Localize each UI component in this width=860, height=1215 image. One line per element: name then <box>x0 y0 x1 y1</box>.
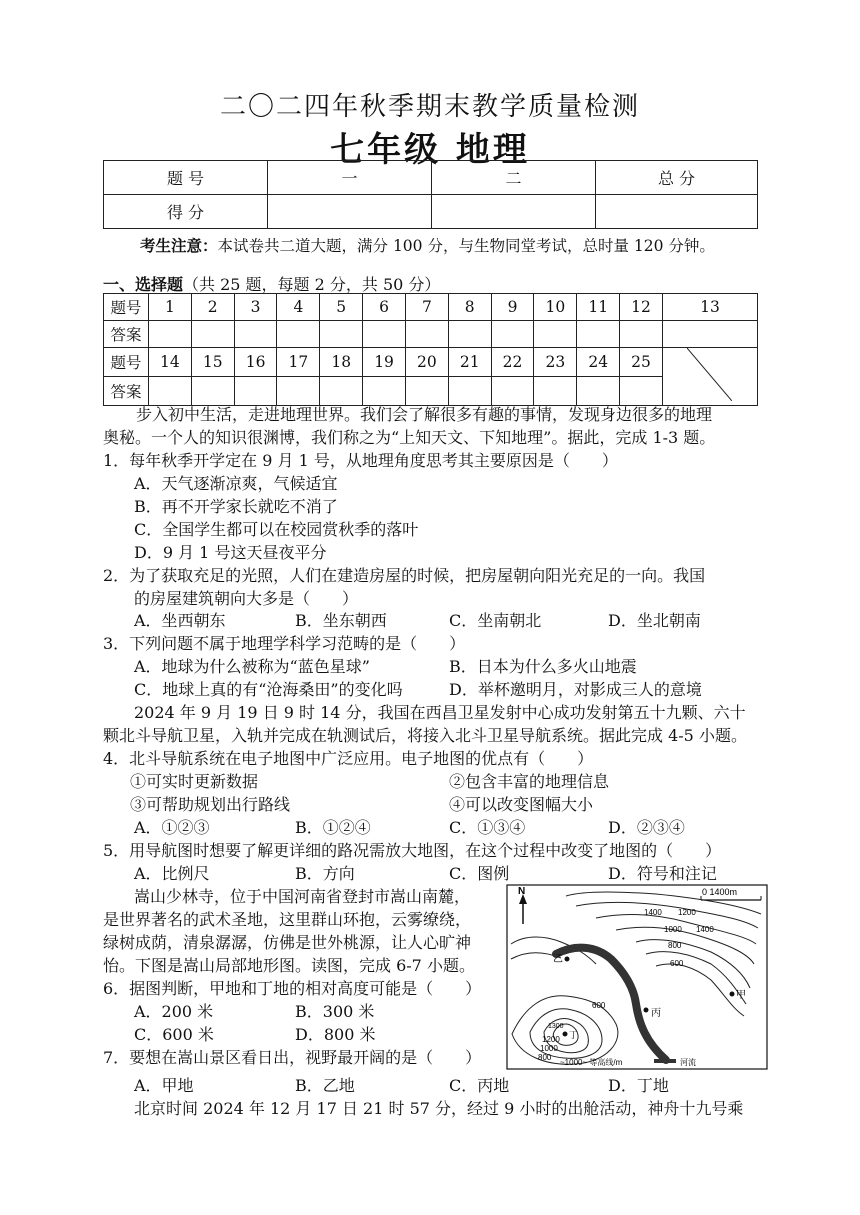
contour-label: 1200 <box>678 908 696 917</box>
empty-slash-cell <box>662 348 757 406</box>
answer-row-label: 答案 <box>104 321 149 348</box>
option[interactable]: B．日本为什么多火山地震 <box>449 657 637 676</box>
score-header-cell: 二 <box>432 161 596 195</box>
answer-cell[interactable] <box>662 321 757 348</box>
contour-label: 600 <box>670 959 684 968</box>
place-dot <box>730 992 735 997</box>
answer-cell[interactable] <box>234 321 277 348</box>
subject-title: 七年级 地理 <box>330 130 530 170</box>
passage-line: 奥秘。一个人的知识很渊博，我们称之为“上知天文、下知地理”。据此，完成 1-3 题。 <box>103 428 716 447</box>
score-header-cell: 总 分 <box>596 161 758 195</box>
answer-cell[interactable] <box>405 377 448 406</box>
question-stem: 3．下列问题不属于地理学科学习范畴的是（ ） <box>103 634 466 653</box>
north-label: N <box>518 886 526 897</box>
question-number: 13 <box>662 294 757 321</box>
question-number: 12 <box>620 294 663 321</box>
question-number: 4 <box>277 294 320 321</box>
question-number: 11 <box>577 294 620 321</box>
place-dot <box>565 957 570 962</box>
answer-cell[interactable] <box>320 377 363 406</box>
answer-cell[interactable] <box>448 321 491 348</box>
question-stem: 1．每年秋季开学定在 9 月 1 号，从地理角度思考其主要原因是（ ） <box>103 451 618 470</box>
option[interactable]: C．图例 <box>449 864 510 883</box>
statement: ①可实时更新数据 <box>130 772 259 791</box>
answer-cell[interactable] <box>234 377 277 406</box>
passage-line: 嵩山少林寺，位于中国河南省登封市嵩山南麓， <box>134 887 471 906</box>
score-input-cell[interactable] <box>268 195 432 229</box>
statement: ②包含丰富的地理信息 <box>449 772 610 791</box>
option[interactable]: C．地球上真的有“沧海桑田”的变化吗 <box>134 680 403 699</box>
place-label: 丁 <box>569 1031 579 1041</box>
statement: ④可以改变图幅大小 <box>449 795 594 814</box>
option[interactable]: A．比例尺 <box>134 864 210 883</box>
answer-table <box>103 293 758 406</box>
answer-cell[interactable] <box>363 321 406 348</box>
question-stem: 2．为了获取充足的光照，人们在建造房屋的时候，把房屋朝向阳光充足的一向。我国 <box>103 566 706 585</box>
exam-notice <box>140 234 715 256</box>
question-number: 20 <box>405 348 448 377</box>
answer-cell[interactable] <box>363 377 406 406</box>
score-input-cell[interactable] <box>432 195 596 229</box>
exam-title: 二〇二四年秋季期末教学质量检测 <box>219 92 640 122</box>
option[interactable]: D．坐北朝南 <box>608 611 701 630</box>
statement: ③可帮助规划出行路线 <box>130 795 291 814</box>
question-number: 6 <box>363 294 406 321</box>
answer-row-label: 答案 <box>104 377 149 406</box>
answer-cell[interactable] <box>277 377 320 406</box>
answer-cell[interactable] <box>534 377 577 406</box>
answer-cell[interactable] <box>149 321 192 348</box>
answer-cell[interactable] <box>320 321 363 348</box>
question-number: 5 <box>320 294 363 321</box>
notice-text: 本试卷共二道大题，满分 100 分，与生物同堂考试，总时量 120 分钟。 <box>217 237 715 255</box>
question-stem: 7．要想在嵩山景区看日出，视野最开阔的是（ ） <box>103 1048 482 1067</box>
question-number: 2 <box>191 294 234 321</box>
passage-line: 绿树成荫，清泉潺潺，仿佛是世外桃源，让人心旷神 <box>103 933 472 952</box>
notice-label: 考生注意： <box>140 236 218 255</box>
question-number: 16 <box>234 348 277 377</box>
question-number: 1 <box>149 294 192 321</box>
option[interactable]: B．方向 <box>295 864 355 883</box>
question-number: 3 <box>234 294 277 321</box>
answer-row-label: 题号 <box>104 348 149 377</box>
contour-label: 1000 <box>664 925 682 934</box>
topographic-map <box>506 884 768 1070</box>
answer-cell[interactable] <box>191 321 234 348</box>
option[interactable]: B．乙地 <box>295 1076 355 1095</box>
section-note: （共 25 题，每题 2 分，共 50 分） <box>183 275 441 294</box>
score-header-cell: 一 <box>268 161 432 195</box>
option[interactable]: C．600 米 <box>134 1025 214 1044</box>
contour-label: 1200 <box>542 1035 560 1044</box>
answer-cell[interactable] <box>491 321 534 348</box>
option[interactable]: A．甲地 <box>134 1076 194 1095</box>
question-number: 22 <box>491 348 534 377</box>
question-number: 23 <box>534 348 577 377</box>
option[interactable]: A．地球为什么被称为“蓝色星球” <box>134 657 370 676</box>
option[interactable]: B．再不开学家长就吃不消了 <box>134 497 338 516</box>
answer-cell[interactable] <box>191 377 234 406</box>
answer-cell[interactable] <box>620 321 663 348</box>
contour-label: 600 <box>592 1001 606 1010</box>
section-title: 一、选择题 <box>103 275 184 294</box>
passage-line: 步入初中生活，走进地理世界。我们会了解很多有趣的事情，发现身边很多的地理 <box>136 405 713 424</box>
question-number: 17 <box>277 348 320 377</box>
question-number: 25 <box>620 348 663 377</box>
option[interactable]: A．①②③ <box>134 818 210 837</box>
option[interactable]: A．200 米 <box>134 1002 214 1021</box>
score-input-cell[interactable] <box>596 195 758 229</box>
passage-line: 北京时间 2024 年 12 月 17 日 21 时 57 分，经过 9 小时的出舱活动，神舟十九号乘 <box>134 1099 744 1118</box>
option[interactable]: B．坐东朝西 <box>295 611 387 630</box>
place-label: 甲 <box>736 990 746 1001</box>
question-stem: 5．用导航图时想要了解更详细的路况需放大地图，在这个过程中改变了地图的（ ） <box>103 841 722 860</box>
passage-line: 怡。下图是嵩山局部地形图。读图，完成 6-7 小题。 <box>103 956 475 975</box>
option[interactable]: C．全国学生都可以在校园赏秋季的落叶 <box>134 520 419 539</box>
score-header-cell: 题 号 <box>104 161 268 195</box>
option[interactable]: D．800 米 <box>295 1025 376 1044</box>
option[interactable]: C．①③④ <box>449 818 526 837</box>
legend-contour: ~1000~ 等高线/m <box>560 1058 623 1067</box>
answer-cell[interactable] <box>577 377 620 406</box>
place-dot <box>563 1032 568 1037</box>
contour-label: 1400 <box>644 908 662 917</box>
question-number: 24 <box>577 348 620 377</box>
score-table <box>103 160 758 229</box>
diagonal-line <box>687 348 732 401</box>
score-row-label: 得 分 <box>104 195 268 229</box>
question-number: 10 <box>534 294 577 321</box>
option[interactable]: C．坐南朝北 <box>449 611 542 630</box>
contour-label: 1000 <box>540 1044 558 1053</box>
contour-label: 1400 <box>696 925 714 934</box>
option[interactable]: D．丁地 <box>608 1076 669 1095</box>
answer-cell[interactable] <box>405 321 448 348</box>
passage-line: 2024 年 9 月 19 日 9 时 14 分，我国在西昌卫星发射中心成功发射第五十九颗、六十 <box>134 703 746 722</box>
place-label: 乙 <box>553 954 563 965</box>
answer-cell[interactable] <box>577 321 620 348</box>
contour-label: 800 <box>538 1053 552 1062</box>
place-dot <box>644 1008 649 1013</box>
question-number: 9 <box>491 294 534 321</box>
contour-label: 1300 <box>548 1023 564 1030</box>
question-number: 18 <box>320 348 363 377</box>
option[interactable]: D．举杯邀明月，对影成三人的意境 <box>449 680 702 699</box>
option[interactable]: A．坐西朝东 <box>134 611 226 630</box>
option[interactable]: D．符号和注记 <box>608 864 717 883</box>
option[interactable]: A．天气逐渐凉爽，气候适宜 <box>134 474 338 493</box>
section-heading <box>103 272 440 295</box>
question-number: 8 <box>448 294 491 321</box>
answer-cell[interactable] <box>448 377 491 406</box>
question-stem: 4．北斗导航系统在电子地图中广泛应用。电子地图的优点有（ ） <box>103 749 594 768</box>
question-number: 21 <box>448 348 491 377</box>
option[interactable]: B．①②④ <box>295 818 371 837</box>
answer-row-label: 题号 <box>104 294 149 321</box>
place-label: 丙 <box>651 1008 661 1019</box>
contour-label: 800 <box>668 941 682 950</box>
option[interactable]: D．②③④ <box>608 818 685 837</box>
answer-cell[interactable] <box>149 377 192 406</box>
scale-label: 0 1400m <box>702 887 738 897</box>
answer-cell[interactable] <box>620 377 663 406</box>
option[interactable]: C．丙地 <box>449 1076 510 1095</box>
legend-river: 河流 <box>680 1058 696 1067</box>
answer-cell[interactable] <box>491 377 534 406</box>
option[interactable]: B．300 米 <box>295 1002 375 1021</box>
question-number: 7 <box>405 294 448 321</box>
question-number: 15 <box>191 348 234 377</box>
answer-cell[interactable] <box>534 321 577 348</box>
answer-cell[interactable] <box>277 321 320 348</box>
question-stem: 的房屋建筑朝向大多是（ ） <box>134 589 359 608</box>
question-number: 14 <box>149 348 192 377</box>
question-number: 19 <box>363 348 406 377</box>
option[interactable]: D．9 月 1 号这天昼夜平分 <box>134 543 327 562</box>
passage-line: 是世界著名的武术圣地，这里群山环抱，云雾缭绕， <box>103 910 472 929</box>
passage-line: 颗北斗导航卫星，入轨并完成在轨测试后，将接入北斗卫星导航系统。据此完成 4-5 小题。 <box>103 726 747 745</box>
question-stem: 6．据图判断，甲地和丁地的相对高度可能是（ ） <box>103 979 482 998</box>
